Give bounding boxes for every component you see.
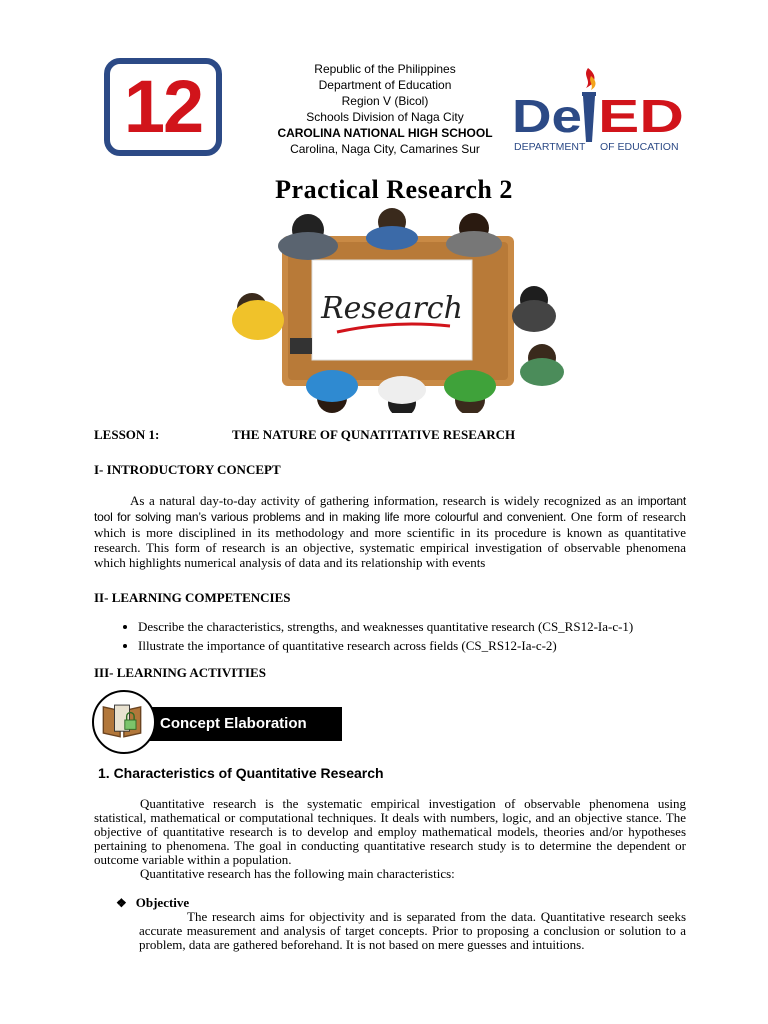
diamond-bullet-icon: ❖ xyxy=(116,896,127,910)
intro-paragraph xyxy=(94,493,686,570)
header-line-school: CAROLINA NATIONAL HIGH SCHOOL xyxy=(277,126,493,140)
intro-text-3: . One form of research which is more disciplined in its methodology and more scientific in its procedure is known as quantitative research. This form of research is an objective, systematic empirical investigation of observable phenomena which highlights numerical analysis of data and its relationship with events xyxy=(94,509,686,570)
school-header xyxy=(270,61,500,157)
activities-heading: III- LEARNING ACTIVITIES xyxy=(94,665,266,680)
competency-item: • Illustrate the importance of quantitative research across fields (CS_RS12-Ia-c-2) xyxy=(138,638,686,653)
research-meeting-image xyxy=(212,208,574,413)
book-lock-icon xyxy=(94,692,150,748)
board-text: Research xyxy=(321,291,463,326)
competencies-heading: II- LEARNING COMPETENCIES xyxy=(94,590,291,605)
objective-text: The research aims for objectivity and is separated from the data. Quantitative research seeks accurate measurement and analysis of target concepts. Prior to proposing a conclusion or solution to a problem, data are gathered beforehand. It is not based on mere guesses and intuitions. xyxy=(139,909,686,952)
characteristics-intro: Quantitative research has the following main characteristics: xyxy=(140,866,455,881)
document-body xyxy=(94,424,686,680)
characteristics-body xyxy=(94,797,686,952)
objective-heading-text: Objective xyxy=(135,895,190,910)
objective-heading xyxy=(116,896,686,910)
header-line-address: Carolina, Naga City, Camarines Sur xyxy=(290,142,480,156)
grade-badge xyxy=(104,58,222,156)
header-line-republic: Republic of the Philippines xyxy=(314,62,456,76)
header-line-division: Schools Division of Naga City xyxy=(306,110,464,124)
header-line-region: Region V (Bicol) xyxy=(341,94,429,108)
characteristics-paragraph: Quantitative research is the systematic empirical investigation of observable phenomena using statistical, mathematical or computational techniques. It deals with numbers, logic, and an objective stance. The objective of quantitative research is to develop and employ mathematical models, theories and/or hypotheses pertaining to phenomena. The goal in conducting quantitative research study is to determine the dependent or outcome variable within a population. xyxy=(94,796,686,867)
header-line-department: Department of Education xyxy=(318,78,452,92)
logo-text-dep: De xyxy=(512,90,582,142)
intro-heading: I- INTRODUCTORY CONCEPT xyxy=(94,462,281,477)
logo-subtitle-right: OF EDUCATION xyxy=(600,141,679,152)
document-title: Practical Research 2 xyxy=(275,175,513,204)
logo-subtitle-left: DEPARTMENT xyxy=(514,141,586,152)
lesson-heading xyxy=(94,427,686,442)
characteristics-heading: 1. Characteristics of Quantitative Research xyxy=(98,765,384,781)
lesson-title: THE NATURE OF QUNATITATIVE RESEARCH xyxy=(232,427,516,442)
book-icon-circle xyxy=(92,690,156,754)
lesson-number: LESSON 1: xyxy=(94,427,160,442)
competencies-list xyxy=(94,619,686,653)
logo-text-ed: ED xyxy=(598,90,684,142)
intro-text-1: As a natural day-to-day activity of gathering information, research is widely recognized as an xyxy=(130,493,638,508)
deped-logo xyxy=(512,62,692,152)
intro-text-2: important tool for solving man’s various problems and in making life more colourful and convenient xyxy=(94,494,686,524)
grade-number: 12 xyxy=(123,65,203,148)
concept-elaboration-label: Concept Elaboration xyxy=(132,707,342,741)
concept-elaboration-banner xyxy=(92,690,342,752)
competency-item: • Describe the characteristics, strengths, and weaknesses quantitative research (CS_RS12-Ia-c-1) xyxy=(138,619,686,634)
